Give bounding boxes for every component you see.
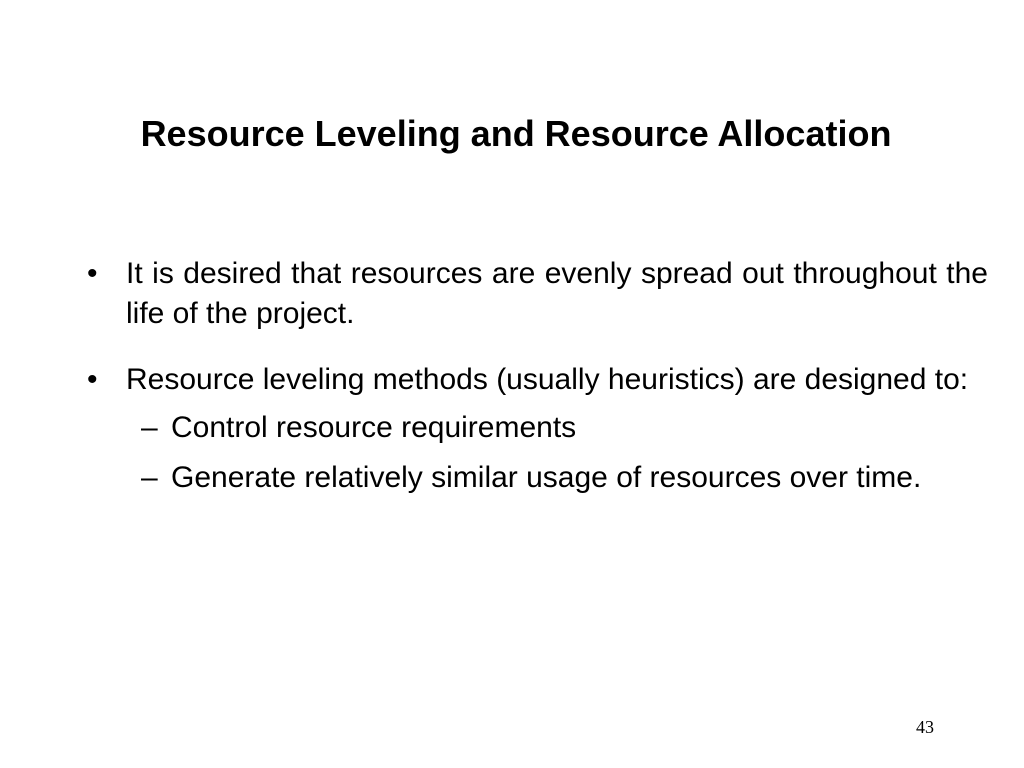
dash-marker: – (141, 461, 158, 494)
bullet-marker: • (87, 363, 98, 396)
sub-bullet-item (126, 408, 988, 448)
bullet-marker: • (87, 257, 98, 290)
slide-body (85, 254, 988, 524)
page-number: 43 (916, 717, 934, 737)
sub-bullet-list (126, 408, 988, 498)
sub-bullet-text: Control resource requirements (171, 411, 577, 444)
bullet-text: Resource leveling methods (usually heuristics) are designed to: (126, 363, 969, 396)
slide-title: Resource Leveling and Resource Allocation (140, 113, 892, 154)
bullet-item (85, 254, 988, 334)
sub-bullet-item (126, 458, 988, 498)
bullet-text: It is desired that resources are evenly spread out throughout the life of the project. (126, 257, 988, 330)
dash-marker: – (141, 411, 158, 444)
sub-bullet-text: Generate relatively similar usage of resources over time. (171, 461, 922, 494)
bullet-item (85, 360, 988, 498)
